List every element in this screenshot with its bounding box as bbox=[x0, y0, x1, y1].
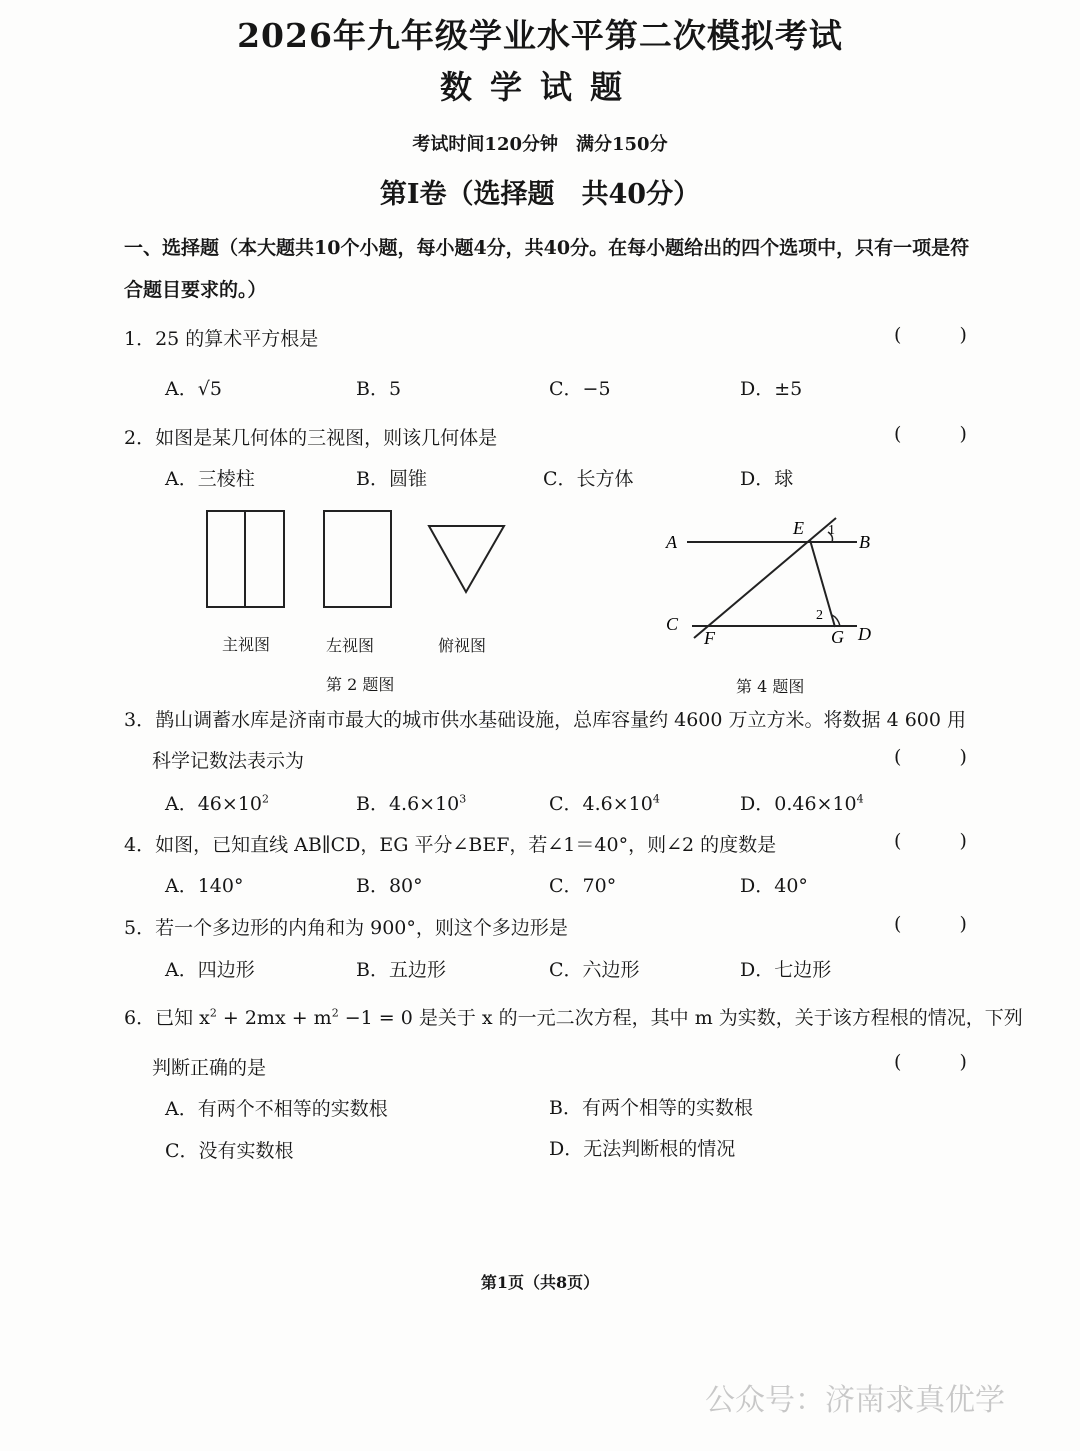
q6-option-c: C．没有实数根 bbox=[165, 1140, 294, 1162]
watermark: 公众号：济南求真优学 bbox=[705, 1383, 1005, 1418]
q6-option-b: B．有两个相等的实数根 bbox=[549, 1097, 753, 1119]
q5-option-a: A．四边形 bbox=[165, 959, 255, 981]
q5-answer-paren: ( ) bbox=[894, 913, 993, 935]
label-e: E bbox=[793, 518, 804, 538]
section-instructions-line1: 一、选择题（本大题共10个小题，每小题4分，共40分。在每小题给出的四个选项中，只有一项是符 bbox=[124, 237, 970, 259]
figure2-caption: 第 2 题图 bbox=[326, 675, 395, 694]
q3-stem-line2: 科学记数法表示为 bbox=[152, 750, 305, 772]
figure4-diagram bbox=[660, 510, 890, 650]
top-view-label: 俯视图 bbox=[438, 636, 487, 655]
label-f: F bbox=[704, 628, 715, 648]
q2-option-a: A．三棱柱 bbox=[165, 468, 255, 490]
q1-option-a: A．√5 bbox=[165, 378, 222, 400]
q1-option-b: B．5 bbox=[356, 378, 402, 400]
q6-option-d: D．无法判断根的情况 bbox=[549, 1138, 736, 1160]
line-ef bbox=[694, 518, 836, 638]
label-g: G bbox=[831, 627, 844, 647]
q4-option-b: B．80° bbox=[356, 875, 423, 897]
q1-option-c: C．−5 bbox=[549, 378, 611, 400]
q3-stem-line1: 3．鹊山调蓄水库是济南市最大的城市供水基础设施，总库容量约 4600 万立方米。将数据 4 600 用 bbox=[124, 709, 966, 731]
q3-option-c: C．$4.6\times 10^4$ bbox=[549, 792, 660, 815]
q1-option-d: D．±5 bbox=[740, 378, 803, 400]
q3-option-d: D．$0.46\times 10^4$ bbox=[740, 792, 864, 815]
page-number: 第1页（共8页） bbox=[480, 1273, 600, 1292]
section-instructions-line2: 合题目要求的。） bbox=[124, 279, 267, 301]
q4-answer-paren: ( ) bbox=[894, 830, 993, 852]
front-view-label: 主视图 bbox=[222, 635, 271, 654]
q2-stem: 2．如图是某几何体的三视图，则该几何体是 bbox=[124, 427, 498, 449]
q2-option-b: B．圆锥 bbox=[356, 468, 427, 490]
label-angle1: 1 bbox=[828, 523, 835, 538]
q5-option-b: B．五边形 bbox=[356, 959, 446, 981]
q4-option-d: D．40° bbox=[740, 875, 808, 897]
figure4-caption: 第 4 题图 bbox=[736, 677, 805, 696]
label-c: C bbox=[666, 614, 679, 634]
side-view-label: 左视图 bbox=[326, 636, 375, 655]
q5-option-c: C．六边形 bbox=[549, 959, 640, 981]
q5-stem: 5．若一个多边形的内角和为 900°，则这个多边形是 bbox=[124, 917, 568, 939]
q5-option-d: D．七边形 bbox=[740, 959, 832, 981]
q6-stem-line1: 6．已知 $x^2 + 2mx + m^2 -1 = 0$ 是关于 x 的一元二次方程，其中 m 为实数，关于该方程根的情况，下列 bbox=[124, 1006, 1023, 1029]
q2-option-c: C．长方体 bbox=[543, 468, 634, 490]
label-d: D bbox=[858, 624, 871, 644]
q2-option-d: D．球 bbox=[740, 468, 794, 490]
q6-answer-paren: ( ) bbox=[894, 1051, 993, 1073]
front-view-divider bbox=[244, 510, 246, 608]
label-a: A bbox=[666, 532, 677, 552]
q3-option-b: B．$4.6\times 10^3$ bbox=[356, 792, 467, 815]
q4-stem: 4．如图，已知直线 AB∥CD，EG 平分∠BEF，若∠1＝40°，则∠2 的度数是 bbox=[124, 834, 777, 856]
top-view-triangle bbox=[424, 520, 510, 598]
label-angle2: 2 bbox=[816, 608, 823, 623]
q3-option-a: A．$46\times 10^2$ bbox=[165, 792, 269, 815]
q3-answer-paren: ( ) bbox=[894, 746, 993, 768]
label-b: B bbox=[859, 532, 870, 552]
exam-info: 考试时间120分钟 满分150分 bbox=[412, 134, 668, 155]
q6-option-a: A．有两个不相等的实数根 bbox=[165, 1098, 388, 1120]
q1-stem: 1．25 的算术平方根是 bbox=[124, 328, 319, 350]
q4-option-a: A．140° bbox=[165, 875, 244, 897]
q6-stem-line2: 判断正确的是 bbox=[152, 1057, 267, 1079]
q2-answer-paren: ( ) bbox=[894, 423, 993, 445]
side-view-rect bbox=[323, 510, 392, 608]
q1-answer-paren: ( ) bbox=[894, 324, 993, 346]
q4-option-c: C．70° bbox=[549, 875, 617, 897]
subject-title: 数学试题 bbox=[439, 68, 640, 106]
part-title: 第Ⅰ卷（选择题 共40分） bbox=[379, 179, 701, 210]
exam-title: 2026年九年级学业水平第二次模拟考试 bbox=[237, 16, 843, 55]
